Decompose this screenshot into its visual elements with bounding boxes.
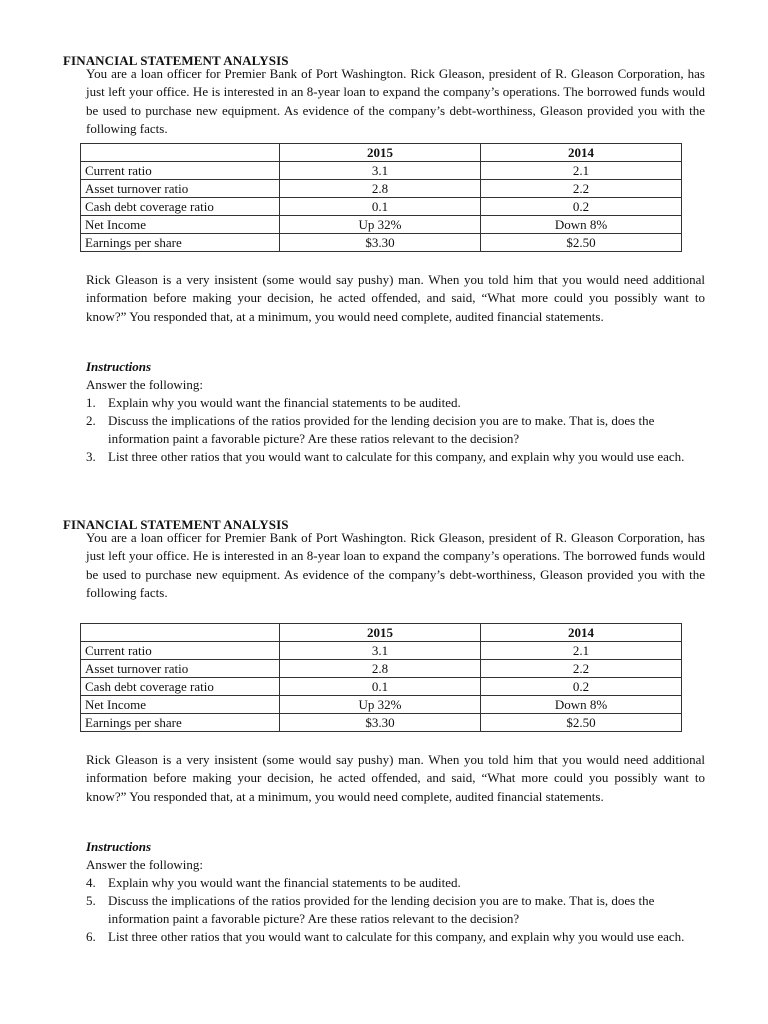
table-row [81,162,682,180]
question-number: 3. [86,449,96,464]
table-header-cell [81,624,280,642]
instructions-title: Instructions [86,839,152,854]
table-cell: 0.2 [481,198,682,216]
table-header-cell: 2015 [280,624,481,642]
table-cell: 2.2 [481,180,682,198]
list-item [86,928,705,946]
table-header-row [81,144,682,162]
question-list [86,394,705,466]
table-row [81,180,682,198]
list-item [86,394,705,412]
table-header-cell [81,144,280,162]
table-cell: 0.1 [280,678,481,696]
ratios-table [80,623,682,732]
table-header-cell: 2014 [481,624,682,642]
answer-label: Answer the following: [86,377,203,392]
table-cell: 2.1 [481,642,682,660]
question-number: 5. [86,893,96,908]
table-cell: Up 32% [280,216,481,234]
table-cell: $2.50 [481,234,682,252]
question-text: Discuss the implications of the ratios provided for the lending decision you are to make. That is, does the information paint a favorable picture? Are these ratios relevant to the decision? [108,893,655,926]
instructions-title: Instructions [86,359,152,374]
table-header-cell: 2014 [481,144,682,162]
table-cell: $2.50 [481,714,682,732]
list-item [86,892,705,928]
table-row [81,216,682,234]
table-cell: 0.1 [280,198,481,216]
question-text: Explain why you would want the financial statements to be audited. [108,395,461,410]
story-paragraph: Rick Gleason is a very insistent (some would say pushy) man. When you told him that you would need additional information before making your decision, he acted offended, and said, “What more could you possibly want to know?” You responded that, at a minimum, you would need complete, audited financial statements. [86,272,705,324]
intro-paragraph: You are a loan officer for Premier Bank of Port Washington. Rick Gleason, president of R. Gleason Corporation, has just left your office. He is interested in an 8-year loan to expand the company’s operations. The borrowed funds would be used to purchase new equipment. As evidence of the company’s debt-worthiness, Gleason provided you with the following facts. [86,66,705,136]
table-cell: 2.8 [280,660,481,678]
table-cell: 3.1 [280,162,481,180]
question-number: 6. [86,929,96,944]
table-row [81,696,682,714]
table-row [81,714,682,732]
table-cell: Cash debt coverage ratio [81,198,280,216]
table-cell: Earnings per share [81,234,280,252]
question-list [86,874,705,946]
story-paragraph: Rick Gleason is a very insistent (some would say pushy) man. When you told him that you would need additional information before making your decision, he acted offended, and said, “What more could you possibly want to know?” You responded that, at a minimum, you would need complete, audited financial statements. [86,752,705,804]
table-cell: 2.2 [481,660,682,678]
question-text: List three other ratios that you would want to calculate for this company, and explain why you would use each. [108,929,685,944]
table-cell: $3.30 [280,714,481,732]
table-cell: 0.2 [481,678,682,696]
table-cell: Down 8% [481,216,682,234]
question-text: Explain why you would want the financial statements to be audited. [108,875,461,890]
table-cell: Net Income [81,216,280,234]
table-header-row [81,624,682,642]
table-row [81,660,682,678]
question-number: 1. [86,395,96,410]
table-cell: Current ratio [81,642,280,660]
table-row [81,234,682,252]
table-header-cell: 2015 [280,144,481,162]
table-cell: Down 8% [481,696,682,714]
table-cell: 2.1 [481,162,682,180]
table-cell: Current ratio [81,162,280,180]
table-cell: $3.30 [280,234,481,252]
table-row [81,198,682,216]
table-cell: Asset turnover ratio [81,180,280,198]
answer-label: Answer the following: [86,857,203,872]
table-cell: Earnings per share [81,714,280,732]
table-cell: Cash debt coverage ratio [81,678,280,696]
table-cell: 2.8 [280,180,481,198]
question-text: Discuss the implications of the ratios provided for the lending decision you are to make. That is, does the information paint a favorable picture? Are these ratios relevant to the decision? [108,413,655,446]
list-item [86,874,705,892]
list-item [86,412,705,448]
intro-paragraph: You are a loan officer for Premier Bank of Port Washington. Rick Gleason, president of R. Gleason Corporation, has just left your office. He is interested in an 8-year loan to expand the company’s operations. The borrowed funds would be used to purchase new equipment. As evidence of the company’s debt-worthiness, Gleason provided you with the following facts. [86,530,705,600]
table-row [81,642,682,660]
question-text: List three other ratios that you would want to calculate for this company, and explain why you would use each. [108,449,685,464]
table-cell: Net Income [81,696,280,714]
section-heading: FINANCIAL STATEMENT ANALYSIS [63,53,289,68]
table-row [81,678,682,696]
list-item [86,448,705,466]
ratios-table [80,143,682,252]
question-number: 4. [86,875,96,890]
table-cell: Asset turnover ratio [81,660,280,678]
table-cell: 3.1 [280,642,481,660]
table-cell: Up 32% [280,696,481,714]
question-number: 2. [86,413,96,428]
section-heading: FINANCIAL STATEMENT ANALYSIS [63,517,289,532]
